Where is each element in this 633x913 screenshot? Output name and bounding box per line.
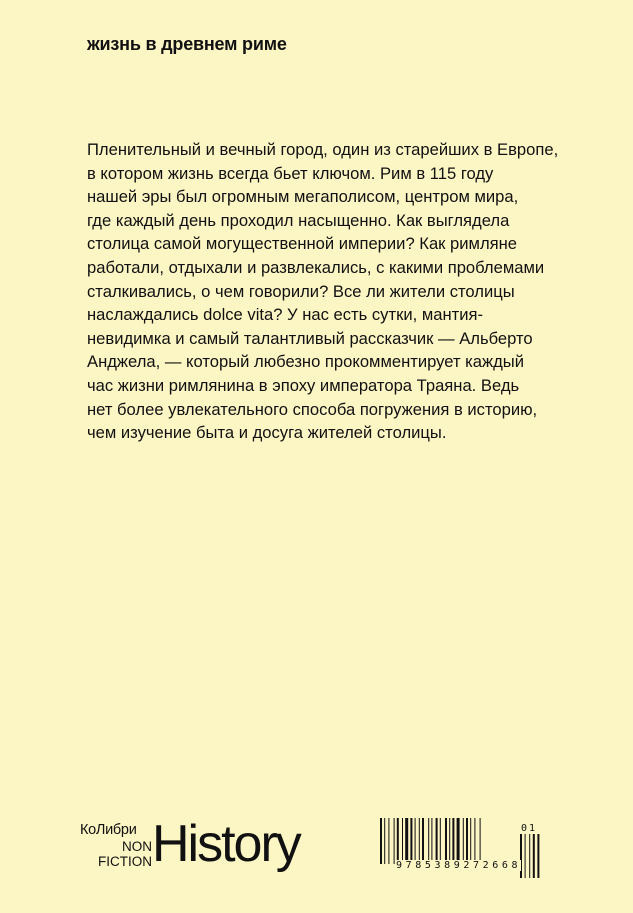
book-series-title: жизнь в древнем риме	[87, 34, 287, 54]
blurb-line: сталкивались, о чем говорили? Все ли жители столицы	[87, 281, 515, 301]
publisher-logo	[80, 815, 330, 878]
blurb-line: чем изучение быта и досуга жителей столицы.	[87, 423, 447, 443]
blurb-line: нет более увлекательного способа погружения в историю,	[87, 399, 538, 419]
blurb-line: в котором жизнь всегда бьет ключом. Рим в 115 году	[87, 163, 494, 183]
series-label	[80, 839, 152, 869]
blurb-line: невидимка и самый талантливый рассказчик — Альберто	[87, 328, 533, 348]
series-label-line2: FICTION	[98, 854, 152, 869]
blurb-line: нашей эры был огромным мегаполисом, центром мира,	[87, 187, 519, 207]
blurb-line: столица самой могущественной империи? Как римляне	[87, 234, 518, 254]
blurb-line: час жизни римлянина в эпоху императора Траяна. Ведь	[87, 375, 520, 395]
blurb-line: Анджела, — который любезно прокомментирует каждый	[87, 352, 525, 372]
series-name: History	[152, 815, 300, 873]
blurb-line: работали, отдыхали и развлекались, с какими проблемами	[87, 257, 545, 277]
series-label-line1: NON	[122, 839, 152, 854]
isbn-number: 9785389272668	[396, 860, 522, 871]
blurb-line: где каждый день проходил насыщенно. Как выглядела	[87, 210, 510, 230]
publisher-name: КоЛибри	[80, 822, 137, 838]
book-blurb	[87, 138, 567, 445]
barcode-addon: 01	[521, 823, 538, 834]
blurb-line: наслаждались dolce vita? У нас есть сутки, мантия-	[87, 305, 484, 325]
blurb-line: Пленительный и вечный город, один из старейших в Европе,	[87, 140, 559, 159]
